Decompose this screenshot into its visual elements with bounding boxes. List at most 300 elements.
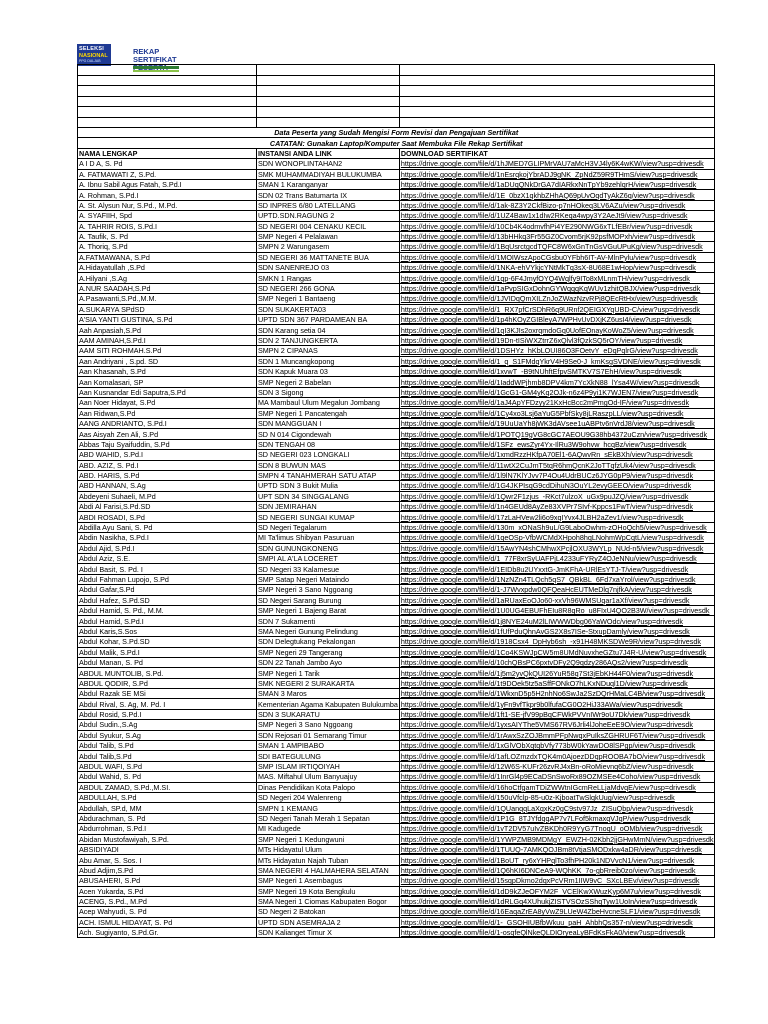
participant-name: A.Pasawanti,S.Pd.,M.M. [78,294,257,304]
table-row [78,896,715,906]
certificate-link[interactable]: https://drive.google.com/file/d/1j8NYE24uM2lLIWWWDbg06YaWOdc/view?usp=drivesdk [399,616,715,626]
table-row [78,169,715,179]
certificate-link[interactable]: https://drive.google.com/file/d/1DSHYz_hKbLOUI86O3FOetvY_eDqPqlrG/view?usp=drivesdk [399,346,715,356]
table-row [78,928,715,938]
table-row [78,242,715,252]
participant-name: Abdul Talib,S.Pd [78,751,257,761]
institution-name: SDN 1 Muncangkopong [257,356,400,366]
institution-name: SMP Negeri 3 Sano Nggoang [257,585,400,595]
institution-name: MA Mambaul Ulum Megalun Jombang [257,398,400,408]
certificate-link[interactable]: https://drive.google.com/file/d/1918Csx4_DpHyb6sh_-x91H48MKSDWe9R/view?usp=drivesdk [399,637,715,647]
certificate-link[interactable]: https://drive.google.com/file/d/1hJMED7GLIPMrVAU7aMcH3VJ4ly6K4wKW/view?usp=drivesdk [399,159,715,169]
participant-name: Abdurrohman, S.Pd.I [78,824,257,834]
table-row [78,907,715,917]
table-row [78,813,715,823]
institution-name: MI Ta'limus Shibyan Pasuruan [257,533,400,543]
table-row [78,855,715,865]
participant-name: Abdul Rival, S. Ag, M. Pd. I [78,699,257,709]
certificate-table [77,64,715,938]
institution-name: SD N 014 Cigondewah [257,429,400,439]
institution-name: SD NEGERI 004 CENAKU KECIL [257,221,400,231]
institution-name: SMP Satap Negeri Mataindo [257,574,400,584]
certificate-link[interactable]: https://drive.google.com/file/d/1dD9kZJeOFYM2F_VCElKwXWuzKyp6M7u/view?usp=drivesdk [399,886,715,896]
institution-name: UPT SDN 34 SINGGALANG [257,491,400,501]
participant-name: A. FATMAWATI Z, S.Pd. [78,169,257,179]
participant-name: Abud Adjim,S.Pd [78,865,257,875]
certificate-link[interactable]: https://drive.google.com/file/d/1POTQ19gVG8cGC7AEOU9G38hb4372uCzn/view?usp=drivesdk [399,429,715,439]
institution-name: SMAN 3 Maros [257,689,400,699]
logo-line1: SELEKSI [79,46,104,52]
table-row [78,439,715,449]
participant-name: A.SUKARYA SPdSD [78,304,257,314]
institution-name: SMPN 1 KEMANG [257,803,400,813]
certificate-link[interactable]: https://drive.google.com/file/d/10Cb4K4odmvfhPi4YE290NWG6xTLfEBr/view?usp=drivesdk [399,221,715,231]
institution-name: MI Kadugede [257,824,400,834]
table-row [78,294,715,304]
table-row [78,616,715,626]
certificate-link[interactable]: https://drive.google.com/file/d/1aDUqQNkDrGA7dIARkxNnTpYb9zehlqrH/view?usp=drivesdk [399,179,715,189]
participant-name: Abdul Basit, S. Pd. I [78,564,257,574]
table-row [78,865,715,875]
participant-name: Abdul Hamid, S.Pd.I [78,616,257,626]
institution-name: SDN 7 Sukamenti [257,616,400,626]
institution-name: SMKN 1 Rangas [257,273,400,283]
column-header-name: NAMA LENGKAP [78,148,257,158]
institution-name: SD INPRES 6/80 LATELLANG [257,200,400,210]
participant-name: Aan Noer Hidayat, S.Pd [78,398,257,408]
table-row [78,356,715,366]
certificate-link[interactable]: https://drive.google.com/file/d/1BqUsrctgcdTQFC8W6xGnTnGsVGuUPuKg/view?usp=drivesdk [399,242,715,252]
institution-name: SMPN 2 CIPANAS [257,346,400,356]
certificate-link[interactable]: https://drive.google.com/file/d/1GcG1-GM4yKq2OJk-n6z4P9yi1K7WJEN7/view?usp=drivesdk [399,387,715,397]
certificate-link[interactable]: https://drive.google.com/file/d/1_RX7pfCrSDhR6q9URnf2QEIGXYqUBD-C/view?usp=drivesdk [399,304,715,314]
participant-name: Abdul Fahman Lupojo, S.Pd [78,574,257,584]
column-header-download: DOWNLOAD SERTIFIKAT [399,148,715,158]
table-row [78,793,715,803]
participant-name: AAM SITI ROHMAH.S.Pd [78,346,257,356]
table-row [78,543,715,553]
certificate-link[interactable]: https://drive.google.com/file/d/1BoUT_ry6xYHPqlTo3fhPH20k1NDVvcN1/view?usp=drivesdk [399,855,715,865]
certificate-link[interactable]: https://drive.google.com/file/d/1Cy4xo3Lsj6aYuG5PbfSky8jLRaszpLL/view?usp=drivesdk [399,408,715,418]
participant-name: AAM AMINAH,S.Pd.I [78,335,257,345]
institution-name: UPTD SDN ASEMRAJA 2 [257,917,400,927]
table-row [78,460,715,470]
participant-name: Abdullah, SP.d, MM [78,803,257,813]
table-row [78,595,715,605]
table-row [78,159,715,169]
table-row [78,304,715,314]
logo-line2: NASIONAL [79,53,108,59]
certificate-link[interactable]: https://drive.google.com/file/d/1-osqfeQlNkeQLDIOryeaLyBFdKsFkA0/view?usp=drivesdk [399,928,715,938]
certificate-link[interactable]: https://drive.google.com/file/d/1aPvpSIGxDohnGYWqqqKqWUv1zhitQBJX/view?usp=drivesdk [399,283,715,293]
certificate-link[interactable]: https://drive.google.com/file/d/130m_xONaSh9uL/G9LaboOwhm-zOHoQch5/view?usp=drivesdk [399,522,715,532]
certificate-link[interactable]: https://drive.google.com/file/d/1yFn9vfTkpr9b0lfufaCG0O2HiJ33AWa/view?usp=drivesdk [399,699,715,709]
table-row [78,325,715,335]
table-row [78,429,715,439]
table-row [78,554,715,564]
participant-name: ABUSAHERI, S.Pd [78,876,257,886]
participant-name: ABDUL MUNTOLIB, S.Pd. [78,668,257,678]
participant-name: Abdul Manan, S. Pd [78,657,257,667]
participant-name: A. St. Alysun Nur, S.Pd., M.Pd. [78,200,257,210]
table-row [78,502,715,512]
institution-name: SMP Negeri 3 Sano Nggoang [257,720,400,730]
participant-name: A. Taufik, S. Pd [78,231,257,241]
participant-name: Aah Anpasiah,S.Pd [78,325,257,335]
table-row [78,408,715,418]
participant-name: Abdul Wahid, S. Pd [78,772,257,782]
table-row [78,179,715,189]
participant-name: Abdul Aziz, S.E. [78,554,257,564]
table-row [78,211,715,221]
table-row [78,709,715,719]
certificate-link[interactable]: https://drive.google.com/file/d/1P1G_8TJYfdqqAP7v7LFof5kmaxqVJqP/view?usp=drivesdk [399,813,715,823]
certificate-link[interactable]: https://drive.google.com/file/d/1IaddWPjhmb8DPV4km7YcXkN88_lYsa4W/view?usp=drivesdk [399,377,715,387]
institution-name: SDN 3 SUKARATU [257,709,400,719]
participant-name: Abdul Kohar, S.Pd.SD [78,637,257,647]
table-row [78,366,715,376]
table-row [78,605,715,615]
participant-name: ABD HANNAN, S.Ag [78,481,257,491]
table-row [78,720,715,730]
participant-name: A. Ibnu Sabil Agus Fatah, S.Pd.I [78,179,257,189]
certificate-link[interactable]: https://drive.google.com/file/d/1JVIDqQmXILZnJoZWazNzvRPj8QEcRtHx/view?usp=drivesdk [399,294,715,304]
table-row [78,585,715,595]
participant-name: A I D A, S. Pd [78,159,257,169]
table-row [78,346,715,356]
participant-name: ABDUL QODIR, S.Pd [78,678,257,688]
certificate-link[interactable]: https://drive.google.com/file/d/1E_0bzX1qkhbZHhAQ69pUvOqdTyAkZ6q/view?usp=drivesdk [399,190,715,200]
participant-name: Aas Aisyah Zen Ali, S.Pd [78,429,257,439]
institution-name: SMP Negeri 1 Bajeng Barat [257,605,400,615]
institution-name: MAS. Miftahul Ulum Banyuajuy [257,772,400,782]
participant-name: ABDUL WAFI, S.Pd [78,761,257,771]
institution-name: SDN Rejosari 01 Semarang Timur [257,730,400,740]
certificate-link[interactable]: https://drive.google.com/file/d/19UuUaYh8jWK3dAVsee1uABPtv6nVrdJ8/view?usp=drivesdk [399,418,715,428]
table-row [78,803,715,813]
participant-name: Abdul Hamid, S. Pd., M.M. [78,605,257,615]
blank-row [78,117,715,128]
participant-name: Abu Amar, S. Sos. I [78,855,257,865]
participant-name: Abdul Sudin.,S.Ag [78,720,257,730]
table-row [78,273,715,283]
participant-name: A. Rohman, S.Pd.I [78,190,257,200]
participant-name: A.Hilyani ,S.Ag [78,273,257,283]
certificate-link[interactable]: https://drive.google.com/file/d/1nEsrqkojYbrADJ9gNK_ZpNdZ59R9THmS/view?usp=drivesdk [399,169,715,179]
institution-name: MTs Hidayatun Najah Tuban [257,855,400,865]
table-row [78,491,715,501]
certificate-link[interactable]: https://drive.google.com/file/d/12W6S-KUFr26zvRJ4xBn-oRoMievnq6bZ/view?usp=drivesdk [399,761,715,771]
certificate-link[interactable]: https://drive.google.com/file/d/1WkxnD5p5H2nhNo6SwJa2SzDQrHMaLC4B/view?usp=drivesdk [399,689,715,699]
institution-name: SDN 3 Sigong [257,387,400,397]
certificate-link[interactable]: https://drive.google.com/file/d/1l9lN7KlYJvv7P4Ou4UdrBUCz6JYG0pP9/view?usp=drivesdk [399,470,715,480]
logo-mark [77,44,111,66]
certificate-link[interactable]: https://drive.google.com/file/d/1EIDb8u2UYxxtG-JmKFhA-URlEsYTJ-T/view?usp=drivesdk [399,564,715,574]
table-row [78,772,715,782]
certificate-link[interactable]: https://drive.google.com/file/d/1t9DOek5tz5aSffFONkO7hLKxNDuql1D/view?usp=drivesdk [399,678,715,688]
certificate-link[interactable]: https://drive.google.com/file/d/1n4GEUd8AyZe83XVPr7SIvf-Kppcs1FwT/view?usp=drivesdk [399,502,715,512]
certificate-link[interactable]: https://drive.google.com/file/d/15sqpDkmo2dqxPcVRm1IIW9vC_SXcLBEv/view?usp=drivesdk [399,876,715,886]
certificate-link[interactable]: https://drive.google.com/file/d/1SFz_ewsZyr4Yx-IlRu3W9ohvw_hcqBz/view?usp=drivesdk [399,439,715,449]
participant-name: Abbas Taju Syaifuddin, S.Pd [78,439,257,449]
participant-name: Abdin Nasikha, S.Pd.I [78,533,257,543]
institution-name: SMP Negeri 1 Pancatengah [257,408,400,418]
certificate-link[interactable]: https://drive.google.com/file/d/1Q6hKI6DNCeA9-WQhKK_7o-gbRreib0zo/view?usp=drivesdk [399,865,715,875]
institution-name: SDN Kalianget Timur X [257,928,400,938]
certificate-link[interactable]: https://drive.google.com/file/d/1NKA-ehVYkjcYNtMkTq3sX-8U68E1wHop/view?usp=drivesdk [399,263,715,273]
institution-name: SMP Negeri 1 Tarik [257,668,400,678]
institution-name: SD NEGERI 266 GONA [257,283,400,293]
table-row [78,221,715,231]
table-row [78,761,715,771]
certificate-link[interactable]: https://drive.google.com/file/d/1afLOZmzdxTQK4m0AjoezDDqpROOBA7bO/view?usp=drivesdk [399,751,715,761]
institution-name: SD Negeri 204 Walenreng [257,793,400,803]
certificate-link[interactable]: https://drive.google.com/file/d/1qeOSp-VfbWCMdXHpoh8hqLNohmWpCqtL/view?usp=drivesdk [399,533,715,543]
participant-name: Abdul Karis,S.Sos [78,626,257,636]
table-row [78,522,715,532]
table-row [78,917,715,927]
institution-name: SMP Negeri 1 Kedungwuni [257,834,400,844]
institution-name: SDN 22 Tanah Jambo Ayo [257,657,400,667]
institution-name: SDN Delegtukang Pekalongan [257,637,400,647]
institution-name: SD NEGERI 023 LONGKALI [257,450,400,460]
certificate-link[interactable]: https://drive.google.com/file/d/1aJ4ApYFDzyy21KxHcBcc2mPmgOd-IF/view?usp=drivesdk [399,398,715,408]
certificate-link[interactable]: https://drive.google.com/file/d/1ak-8Z3Y2CkfBizo-p7nHOkeq3LV6AZu/view?usp=drivesdk [399,200,715,210]
participant-name: ABDI ROSADI, S.Pd [78,512,257,522]
participant-name: Abdul Rosid, S.Pd.I [78,709,257,719]
certificate-link[interactable]: https://drive.google.com/file/d/1G4JKPIsqG9cdDihuN3OuYL2evyGEEO/view?usp=drivesdk [399,481,715,491]
participant-name: Acep Wahyudi, S. Pd [78,907,257,917]
institution-name: SMPI AL A'LA LOCERET [257,554,400,564]
participant-name: ABDUL ZAMAD, S.Pd.,M.SI. [78,782,257,792]
table-row [78,637,715,647]
certificate-link[interactable]: https://drive.google.com/file/d/11wtX2CuJmT5tqR6hmQcnK2JoTTqfzUk4/view?usp=drivesdk [399,460,715,470]
table-row [78,699,715,709]
institution-name: SMK NEGERI 2 SURAKARTA [257,678,400,688]
certificate-link[interactable]: https://drive.google.com/file/d/1UZ4Baw1x1dIw2RKeqa4wpy3Y2AeJt9/view?usp=drivesdk [399,211,715,221]
table-row [78,564,715,574]
sheet-title-row [78,128,715,138]
institution-name: SD NEGERI 36 MATTANETE BUA [257,252,400,262]
institution-name: SDN Karang setia 04 [257,325,400,335]
certificate-link[interactable]: https://drive.google.com/file/d/1ft1-SE-jfV99pBqCFWkPVVnIWr9oU7Dk/view?usp=drivesdk [399,709,715,719]
table-row [78,231,715,241]
certificate-link[interactable]: https://drive.google.com/file/d/1_77F8xrSyUAFPjL4233uFYRyZ4OJeNNu/view?usp=drivesdk [399,554,715,564]
table-row [78,657,715,667]
certificate-link[interactable]: https://drive.google.com/file/d/1U0UG4EBUFhEIu8R8qRo_u8FIxU4QO2B3W/view?usp=drivesdk [399,605,715,615]
table-row [78,470,715,480]
participant-name: A. SYAFIIH, Spd [78,211,257,221]
table-row [78,824,715,834]
participant-name: Abidan Mustofawiyah, S.Pd. [78,834,257,844]
institution-name: UPTD.SDN.RAGUNG 2 [257,211,400,221]
table-row [78,876,715,886]
certificate-link[interactable]: https://drive.google.com/file/d/1-J7Wvxpdw0QFQeaHcEUTMeDlq7njfkA/view?usp=drivesdk [399,585,715,595]
blank-row [78,65,715,76]
participant-name: Abdul Hafez, S.Pd.SD [78,595,257,605]
certificate-link[interactable]: https://drive.google.com/file/d/1p4hKOyZGIBleyA7WPHvUvDXjKZ6usI4/view?usp=drivesdk [399,315,715,325]
certificate-link[interactable]: https://drive.google.com/file/d/15AwYN4shCMhwXPcjlOXU3WYLp_NUd-n5/view?usp=drivesdk [399,543,715,553]
table-row [78,741,715,751]
participant-name: ABSIDIYADI [78,844,257,854]
certificate-link[interactable]: https://drive.google.com/file/d/10chQBsPC6pxtvDFy2Q9qdzy286AQs2/view?usp=drivesdk [399,657,715,667]
logo-line3: PPG DALJAB [79,59,101,63]
participant-name: Abdul Gafar,S.Pd [78,585,257,595]
certificate-link[interactable]: https://drive.google.com/file/d/1Co4KSWJpCW5m8UMdNuvxheGZtu7J4R-U/view?usp=drivesdk [399,647,715,657]
certificate-link[interactable]: https://drive.google.com/file/d/1yxsAIYThe5VMS67RV6Jrli4lJoheEeE9O/view?usp=drivesdk [399,720,715,730]
institution-name: SDN SANENREJO 03 [257,263,400,273]
certificate-link[interactable]: https://drive.google.com/file/d/1qI3KJIs2oxrqmdoGq0UofEOnayKoWoZ5/view?usp=drivesdk [399,325,715,335]
table-row [78,450,715,460]
institution-name: SMP ISLAM IRTIQOIYAH [257,761,400,771]
table-row [78,533,715,543]
participant-name: A.Hidayatullah ,S.Pd [78,263,257,273]
table-row [78,689,715,699]
participant-name: Abdul Talib, S.Pd [78,741,257,751]
table-row [78,751,715,761]
institution-name: SMP Negeri 19 Kota Bengkulu [257,886,400,896]
participant-name: AANG ANDRIANTO, S.Pd.I [78,418,257,428]
participant-name: Aan Kusnandar Edi Saputra,S.Pd [78,387,257,397]
table-row [78,387,715,397]
institution-name: SDN 02 Trans Batumarta IX [257,190,400,200]
sheet-title: Data Peserta yang Sudah Mengisi Form Revisi dan Pengajuan Sertifikat [78,128,715,138]
institution-name: SMPN 2 Warungasem [257,242,400,252]
institution-name: SMA Negeri Gunung Pelindung [257,626,400,636]
participant-name: Abdul Razak SE MSi [78,689,257,699]
table-row [78,574,715,584]
participant-name: A.FATMAWANA, S.Pd [78,252,257,262]
participant-name: Acen Yukarda, S.Pd [78,886,257,896]
table-row [78,647,715,657]
certificate-link[interactable]: https://drive.google.com/file/d/1InrGl4p9ECaDSnSwoRx89OZMSEe4Coho/view?usp=drivesdk [399,772,715,782]
certificate-link[interactable]: https://drive.google.com/file/d/1xGlVObXqtqbVfy773bW0kYawDO8lSPgp/view?usp=drivesdk [399,741,715,751]
table-row [78,678,715,688]
participant-name: Aan Komalasari, SP [78,377,257,387]
participant-name: ABDULLAH, S.Pd [78,793,257,803]
institution-name: SDN TENGAH 08 [257,439,400,449]
certificate-link[interactable]: https://drive.google.com/file/d/1Qwr2F1zjus_-RKct7ulzoX_uGx9puJZQ/view?usp=drivesdk [399,491,715,501]
sheet-note: CATATAN: Gunakan Laptop/Komputer Saat Membuka File Rekap Sertifikat [78,138,715,148]
certificate-link[interactable]: https://drive.google.com/file/d/1aRUaxEoOJo60-xxVh96WMSUqar1aXf/view?usp=drivesdk [399,595,715,605]
table-row [78,315,715,325]
participant-name: Abdul Syukur, S.Ag [78,730,257,740]
certificate-link[interactable]: https://drive.google.com/file/d/1_q_S1FMdqYkrV4H9Se0-J_kmKsgSVDNE/view?usp=drivesdk [399,356,715,366]
certificate-link[interactable]: https://drive.google.com/file/d/1MOIWszApoCGsbu0YFbh6IT-AV-MlnPylu/view?usp=drivesdk [399,252,715,262]
institution-name: SMP Negeri 29 Tangerang [257,647,400,657]
institution-name: SMP Negeri 2 Babelan [257,377,400,387]
table-row [78,512,715,522]
participant-name: Ach. Sugiyanto, S.Pd.Gr. [78,928,257,938]
participant-name: ACH. ISMUL HIDAYAT, S. Pd [78,917,257,927]
certificate-link[interactable]: https://drive.google.com/file/d/1j5m2yvQkQUI26YuR58q7St3jEbKH44F0/view?usp=drivesdk [399,668,715,678]
certificate-link[interactable]: https://drive.google.com/file/d/1qp-6F4JmyfOYQ4Wqlfy9ITo8xMLnmTH/view?usp=drivesdk [399,273,715,283]
certificate-link[interactable]: https://drive.google.com/file/d/1fUfPduQhnAvGS2X8s7ISe-StxupDamly/view?usp=drivesdk [399,626,715,636]
certificate-link[interactable]: https://drive.google.com/file/d/17zLaHVew2li6o9xqIYvx4JLBH2aZev1/view?usp=drivesdk [399,512,715,522]
table-row [78,834,715,844]
participant-name: Abdilla Ayu Sani, S. Pd [78,522,257,532]
institution-name: SMP Negeri 1 Bantaeng [257,294,400,304]
institution-name: SDI BATEGULUNG [257,751,400,761]
institution-name: SMAN 1 AMPIBABO [257,741,400,751]
participant-name: A.NUR SAADAH,S.Pd [78,283,257,293]
institution-name: SD NEGERI SUNGAI KUMAP [257,512,400,522]
institution-name: SDN GUNUNGKONENG [257,543,400,553]
table-row [78,481,715,491]
institution-name: SDN JEMIRAHAN [257,502,400,512]
institution-name: SDN Kapuk Muara 03 [257,366,400,376]
institution-name: SDN SUKAKERTA03 [257,304,400,314]
table-row [78,377,715,387]
table-row [78,252,715,262]
institution-name: UPTD SDN 367 PARDAMEAN BA [257,315,400,325]
institution-name: SD Negeri Sarang Burung [257,595,400,605]
certificate-link[interactable]: https://drive.google.com/file/d/1xvwT_-B9tNUhftEfpvSMTKV7S7EhH/view?usp=drivesdk [399,366,715,376]
table-row [78,263,715,273]
certificate-link[interactable]: https://drive.google.com/file/d/1dRLGq4XUhukjZISTVSOzSShqTyw1UoIn/view?usp=drivesdk [399,896,715,906]
participant-name: A. Thoriq, S.Pd [78,242,257,252]
sheet-note-row [78,138,715,148]
institution-name: UPTD SDN 3 Bukit Mulia [257,481,400,491]
certificate-link[interactable]: https://drive.google.com/file/d/1-_GSOHIUBfbWkuu_paH_AhbhQs357-n/view?usp=drivesdk [399,917,715,927]
certificate-link[interactable]: https://drive.google.com/file/d/16hoCtfgamTDiZWWtnIGcmReLLjaMdvqE/view?usp=drivesdk [399,782,715,792]
table-row [78,398,715,408]
table-row [78,782,715,792]
certificate-link[interactable]: https://drive.google.com/file/d/1rAwxSzZOJBmmPFpNwqxPuIksZGHRUF6T/view?usp=drivesdk [399,730,715,740]
blank-row [78,75,715,86]
participant-name: ABD. AZIZ, S. Pd.I [78,460,257,470]
blank-row [78,86,715,97]
table-row [78,626,715,636]
institution-name: Kementerian Agama Kabupaten Bulukumba [258,699,398,709]
table-row [78,844,715,854]
participant-name: Abdul Malik, S.Pd.I [78,647,257,657]
participant-name: Abdurachman, S. Pd [78,813,257,823]
participant-name: A'SIA YANTI GUSTINA, S.Pd [78,315,257,325]
participant-name: ABD. HARIS, S.Pd [78,470,257,480]
certificate-link[interactable]: https://drive.google.com/file/d/1xmdRzzHKfpA70El1-6AQwvRn_sEkBXh/view?usp=drivesdk [399,450,715,460]
certificate-link[interactable]: https://drive.google.com/file/d/1YWPZMB9MDMgY_EWZH-02Kbh2jjGHwMmN/view?usp=drivesdk [400,834,714,844]
certificate-link[interactable]: https://drive.google.com/file/d/13bHHkq3Fr55GZ0Cvom5rjK92psfMOPxh/view?usp=drivesdk [399,231,715,241]
participant-name: A. TAHRIR ROIS, S.Pd.I [78,221,257,231]
participant-name: Abdi Al Farisi,S.Pd.SD [78,502,257,512]
table-row [78,668,715,678]
certificate-link[interactable]: https://drive.google.com/file/d/1NzNZn4TLQch5qS7_QBkBL_6Fd7xaYrol/view?usp=drivesdk [399,574,715,584]
table-row [78,283,715,293]
participant-name: Aan Andriyani , S.pd. SD [78,356,257,366]
certificate-link[interactable]: https://drive.google.com/file/d/1TUUQ-7AMKQOJBm8tVtjaSMODxkw4aDR/view?usp=drivesdk [399,844,715,854]
table-row [78,200,715,210]
blank-row [78,96,715,107]
institution-name: SD Negeri 2 Batokan [257,907,400,917]
institution-name: SDN 2 TANJUNGKERTA [257,335,400,345]
certificate-link[interactable]: https://drive.google.com/file/d/1QUanqqLaXqxKz0gC9stv97Jz_ZISuQbp/view?usp=drivesdk [399,803,715,813]
certificate-link[interactable]: https://drive.google.com/file/d/150uVfclp-85-u0z-KjboatTwSlqkUug/view?usp=drivesdk [399,793,715,803]
participant-name: Aan Ridwan,S.Pd [78,408,257,418]
certificate-link[interactable]: https://drive.google.com/file/d/19Dn-tISiWXZtrrZ6xQlvl3fQzkSQ5rOY/view?usp=drivesdk [399,335,715,345]
certificate-link[interactable]: https://drive.google.com/file/d/16EaqaZrEA8yVwZ9LUeW4ZbeHvcneSLF1/view?usp=drivesdk [399,907,715,917]
participant-name: Abdul Ajid, S.Pd.I [78,543,257,553]
header-row [78,148,715,158]
institution-name: SDN WONOPLINTAHAN2 [257,159,400,169]
participant-name: ACENG, S.Pd., M.Pd [78,896,257,906]
table-row [78,190,715,200]
certificate-link[interactable]: https://drive.google.com/file/d/1vT2DV57uIvZBKDh0R9YyG7TnoqU_oOMb/view?usp=drivesdk [399,824,715,834]
institution-name: Dinas Pendidikan Kota Palopo [257,782,400,792]
participant-name: Abdeyeni Suhaeli, M.Pd [78,491,257,501]
institution-name: SD Negeri 33 Kalamesue [257,564,400,574]
institution-name: SMA NEGERI 4 HALMAHERA SELATAN [257,865,400,875]
